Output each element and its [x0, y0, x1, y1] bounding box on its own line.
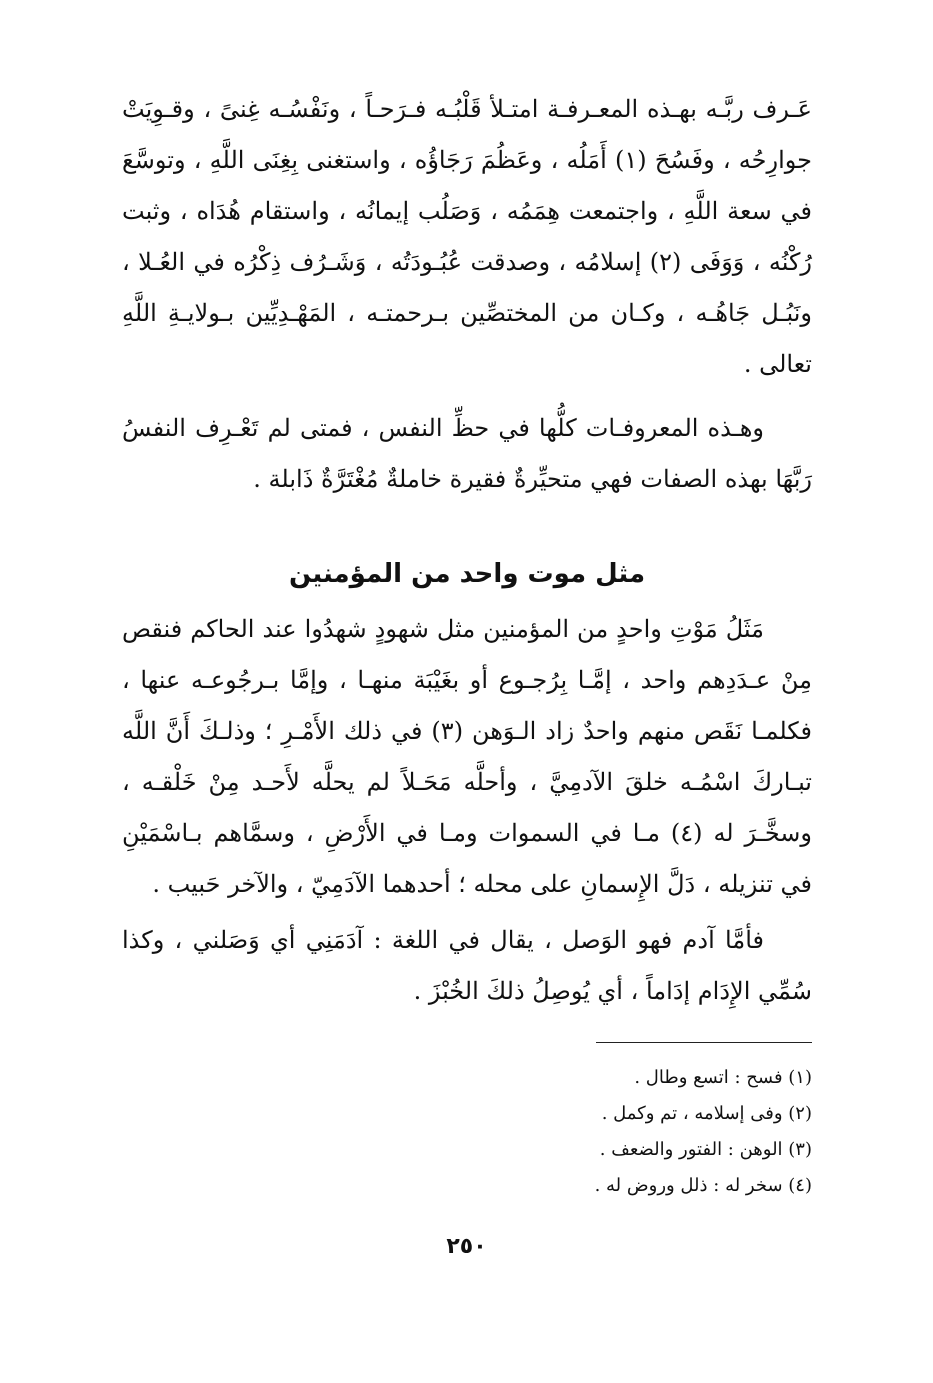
footnote-1: (١) فسح : اتسع وطال .: [634, 1067, 812, 1088]
footnotes: [400, 1060, 812, 1204]
paragraph-believer-death-parable: مَثَلُ مَوْتِ واحدٍ من المؤمنين مثل شهودٍ شهدُوا عند الحاكم فنقص مِنْ عـدَدِهم واحد ، إمَّـا بِرُجـوع أو بغَيْبَة منهـا ، وإمَّا بـرجُوعـه عنها ، فكلمـا نَقَص منهم واحدٌ زاد الـوَهن (٣) في ذلك الأَمْـرِ ؛ وذلـكَ أَنَّ اللَّه تبـاركَ اسْمُـه خلقَ الآدمِيَّ ، وأحلَّه مَحَـلاً لم يحلَّه لأَحـد مِنْ خَلْقـه ، وسخَّـرَ له (٤) مـا في السموات ومـا في الأَرْضِ ، وسمَّاهم بـاسْمَيْنِ في تنزيله ، دَلَّ الإِسمانِ على محله ؛ أحدهما الآدَمِيّ ، والآخر حَبيب .: [122, 615, 813, 898]
paragraph-knowing-god: عَـرف ربَّـه بهـذه المعـرفـة امتـلأ قَلْبُـه فـرَحـاً ، ونَفْسُـه غِنىً ، وقـوِيَتْ جوارِحُه ، وفَسُحَ (١) أَمَلُه ، وعَظُمَ رَجَاؤُه ، واستغنى بِغِنَى اللَّهِ ، وتوسَّعَ في سعة اللَّهِ ، واجتمعت هِمَمُه ، وَصَلُب إيمانُه ، واستقام هُدَاه ، وثبت رُكْنُه ، وَوَفَى (٢) إسلامُه ، وصدقت عُبُـودَتُه ، وَشَـرُف ذِكْرُه في العُـلا ، ونَبُـل جَاهُـه ، وكـان من المختصِّين بـرحمتـه ، المَهْـدِيِّين بـولايـةِ اللَّهِ تعالى .: [122, 95, 812, 378]
page-number: ٢٥٠: [446, 1234, 487, 1259]
footnote-divider: [596, 1042, 812, 1043]
footnote-3: (٣) الوهن : الفتور والضعف .: [599, 1139, 812, 1160]
footnote-4: (٤) سخر له : ذلل وروض له .: [594, 1175, 812, 1196]
footnote-2: (٢) وفى إسلامه ، تم وكمل .: [601, 1103, 812, 1124]
paragraph-self-knowledge: وهـذه المعروفـات كلُّها في حظِّ النفس ، فمتى لم تَعْـرِف النفسُ رَبَّهَا بهذه الصفات فهي متحيِّرةٌ فقيرة خاملةٌ مُغْتَرَّةٌ ذَابلة .: [122, 414, 812, 493]
section-heading: مثل موت واحد من المؤمنين: [288, 559, 646, 589]
paragraph-adam-meaning: فأمَّا آدم فهو الوَصل ، يقال في اللغة : آدَمَنِي أي وَصَلني ، وكذا سُمِّي الإِدَام إدَاماً ، أي يُوصِلُ ذلكَ الخُبْزَ .: [122, 926, 812, 1005]
